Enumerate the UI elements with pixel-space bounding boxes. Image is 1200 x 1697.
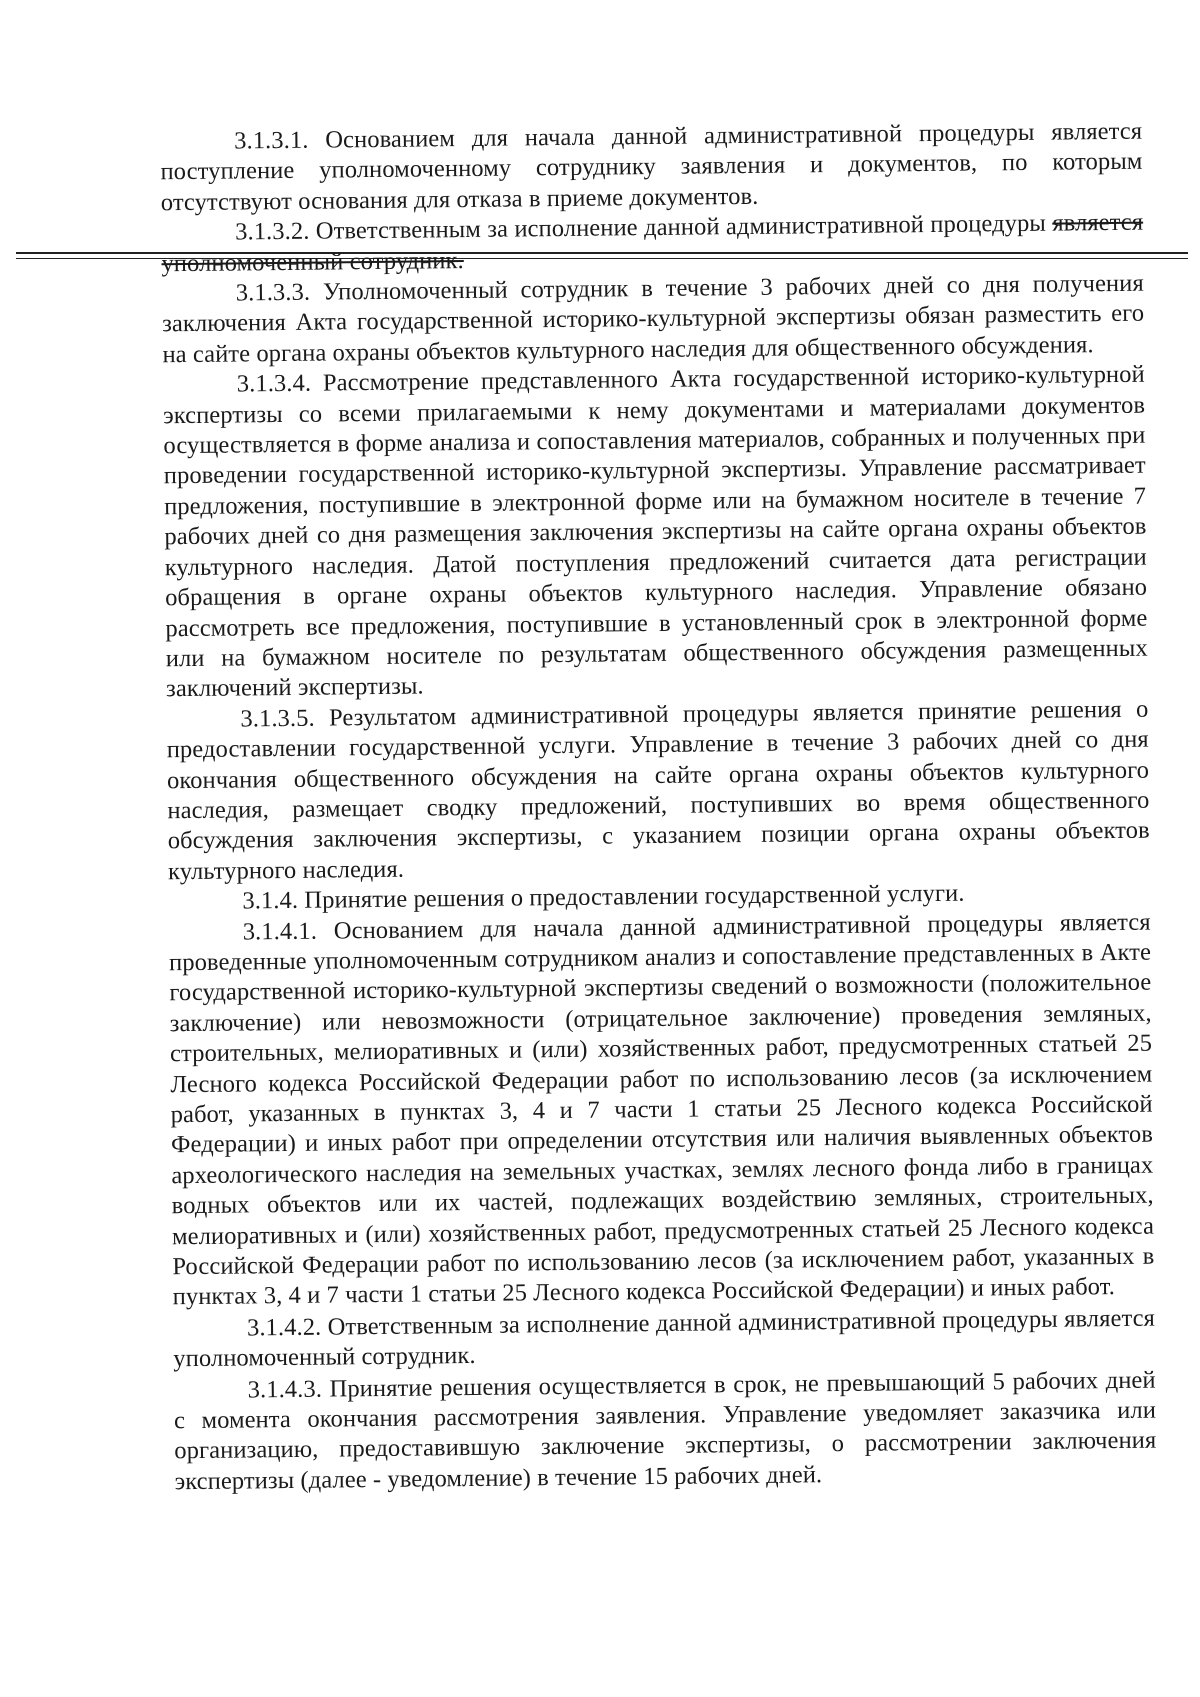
paragraph-3-1-3-3: 3.1.3.3. Уполномоченный сотрудник в течение 3 рабочих дней со дня получения заключения Акта государственной историко-культурной экспертизы обязан разместить его на сайте органа охраны объектов культурного наследия для общественного обсуждения. xyxy=(162,269,1145,369)
paragraph-3-1-4-3: 3.1.4.3. Принятие решения осуществляется в срок, не превышающий 5 рабочих дней с момента окончания рассмотрения заявления. Управление уведомляет заказчика или организацию, предоставившую заключение экспертизы, о рассмотрении заключения экспертизы (далее - уведомление) в течение 15 рабочих дней. xyxy=(173,1366,1157,1496)
paragraph-3-1-4-1: 3.1.4.1. Основанием для начала данной административной процедуры является проведенные уполномоченным сотрудником анализ и сопоставление представленных в Акте государственной историко-культурной экспертизы сведений о возможности (положительное заключение) или невозможности (отрицательное заключение) проведения земляных, строительных, мелиоративных и (или) хозяйственных работ, предусмотренных статьей 25 Лесного кодекса Российской Федерации работ по использованию лесов (за исключением работ, указанных в пунктах 3, 4 и 7 части 1 статьи 25 Лесного кодекса Российской Федерации) и иных работ при определении отсутствия или наличия выявленных объектов археологического наследия на земельных участках, землях лесного фонда либо в границах водных объектов или их частей, подлежащих воздействию земляных, строительных, мелиоративных и (или) хозяйственных работ, предусмотренных статьей 25 Лесного кодекса Российской Федерации работ по использованию лесов (за исключением работ, указанных в пунктах 3, 4 и 7 части 1 статьи 25 Лесного кодекса Российской Федерации) и иных работ. xyxy=(168,908,1155,1311)
paragraph-3-1-3-2-struck-text: является уполномоченный сотрудник. xyxy=(161,208,1144,277)
paragraph-3-1-3-5: 3.1.3.5. Результатом административной процедуры является принятие решения о предоставлении государственной услуги. Управление в течение 3 рабочих дней со дня окончания общественного обсуждения на сайте органа охраны объектов культурного наследия, размещает сводку предложений, поступивших во время общественного обсуждения заключения экспертизы, с указанием позиции органа охраны объектов культурного наследия. xyxy=(166,695,1150,886)
paragraph-3-1-4-2: 3.1.4.2. Ответственным за исполнение данной административной процедуры является уполномоченный сотрудник. xyxy=(173,1304,1156,1373)
paragraph-3-1-4: 3.1.4. Принятие решения о предоставлении государственной услуги. xyxy=(242,879,965,915)
paragraph-3-1-3-1: 3.1.3.1. Основанием для начала данной административной процедуры является поступление уполномоченному сотруднику заявления и документов, по которым отсутствуют основания для отказа в приеме документов. xyxy=(160,117,1143,217)
paragraph-3-1-3-4: 3.1.3.4. Рассмотрение представленного Акта государственной историко-культурной экспертизы со всеми прилагаемыми к нему документами и материалами документов осуществляется в форме анализа и сопоставления материалов, собранных и полученных при проведении государственной историко-культурной экспертизы. Управление рассматривает предложения, поступившие в электронной форме или на бумажном носителе в течение 7 рабочих дней со дня размещения заключения экспертизы на сайте органа охраны объектов культурного наследия. Датой поступления предложений считается дата регистрации обращения в органе охраны объектов культурного наследия. Управление обязано рассмотреть все предложения, поступившие в установленный срок в электронной форме или на бумажном носителе по результатам общественного обсуждения размещенных заключений экспертизы. xyxy=(163,360,1148,703)
paragraph-3-1-3-2-text: 3.1.3.2. Ответственным за исполнение данной административной процедуры xyxy=(235,209,1053,246)
document-body xyxy=(160,117,1157,1498)
paragraph-3-1-3-2 xyxy=(161,208,1144,279)
